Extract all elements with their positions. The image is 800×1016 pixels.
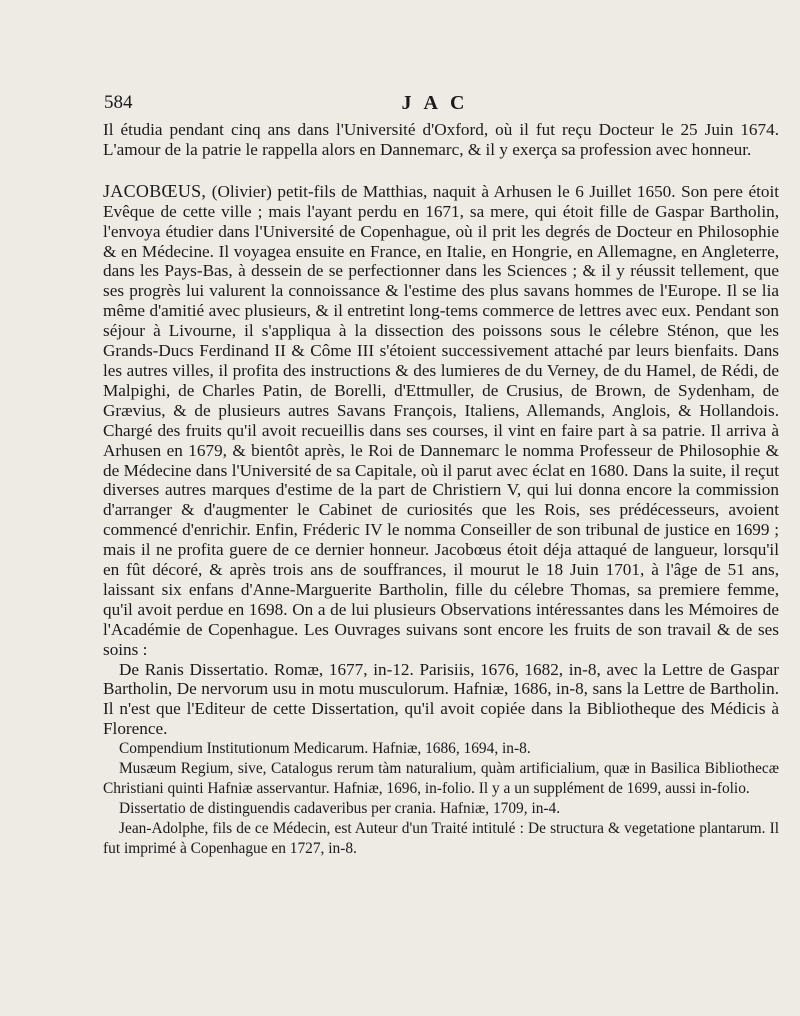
paragraph-entry xyxy=(103,182,779,660)
page-header xyxy=(104,92,774,118)
page-number: 584 xyxy=(104,92,133,113)
running-head: JAC xyxy=(401,92,477,114)
page-body xyxy=(103,120,779,859)
paragraph-intro: Il étudia pendant cinq ans dans l'Université d'Oxford, où il fut reçu Docteur le 25 Juin 1674. L'amour de la patrie le rappella alors en Dannemarc, & il y exerça sa profession avec honneur. xyxy=(103,120,779,159)
work-item: Musæum Regium, sive, Catalogus rerum tàm naturalium, quàm artificialium, quæ in Basilica Bibliothecæ Christiani quinti Hafniæ asservantur. Hafniæ, 1696, in-folio. Il y a un supplément de 1699, aussi in-folio. xyxy=(103,760,779,797)
work-item: De Ranis Dissertatio. Romæ, 1677, in-12. Parisiis, 1676, 1682, in-8, avec la Lettre de Gaspar Bartholin, De nervorum usu in motu musculorum. Hafniæ, 1686, in-8, sans la Lettre de Bartholin. Il n'est que l'Editeur de cette Dissertation, qu'il avoit copiée dans la Bibliotheque des Médicis à Florence. xyxy=(103,659,779,739)
work-item: Dissertatio de distinguendis cadaveribus per crania. Hafniæ, 1709, in-4. xyxy=(119,799,561,817)
entry-headword: JACOBŒUS, xyxy=(103,180,207,201)
work-item: Compendium Institutionum Medicarum. Hafniæ, 1686, 1694, in-8. xyxy=(119,740,531,758)
work-item: Jean-Adolphe, fils de ce Médecin, est Auteur d'un Traité intitulé : De structura & vegetatione plantarum. Il fut imprimé à Copenhague en 1727, in-8. xyxy=(103,819,779,857)
entry-text: (Olivier) petit-fils de Matthias, naquit à Arhusen le 6 Juillet 1650. Son pere étoit Evêque de cette ville ; mais l'ayant perdu en 1671, sa mere, qui étoit fille de Gaspar Bartholin, l'envoya étudier dans l'Université de Copenhague, où il prit les degrés de Docteur en Philosophie & en Médecine. Il voyagea ensuite en France, en Italie, en Hongrie, en Allemagne, en Angleterre, dans les Pays-Bas, à dessein de se perfectionner dans les Sciences ; & il y réussit tellement, que ses progrès lui valurent la connoissance & l'estime des plus savans hommes de l'Europe. Il se lia même d'amitié avec plusieurs, & il entretint long-tems commerce de lettres avec eux. Pendant son séjour à Livourne, il s'appliqua à la dissection des poissons sous le célebre Sténon, que les Grands-Ducs Ferdinand II & Côme III s'étoient successivement attaché par leurs bienfaits. Dans les autres villes, il profita des instructions & des lumieres de du Verney, de du Hamel, de Rédi, de Malpighi, de Charles Patin, de Borelli, d'Ettmuller, de Crusius, de Brown, de Sydenham, de Grævius, & de plusieurs autres Savans François, Italiens, Allemands, Anglois, & Hollandois. Chargé des fruits qu'il avoit recueillis dans ses courses, il vint en faire part à sa patrie. Il arriva à Arhusen en 1679, & bientôt après, le Roi de Dannemarc le nomma Professeur de Philosophie & de Médecine dans l'Université de sa Capitale, où il parut avec éclat en 1680. Dans la suite, il reçut diverses autres marques d'estime de la part de Christiern V, qui lui donna encore la commission d'arranger & d'augmenter le Cabinet de curiosités que les Rois, ses prédécesseurs, avoient commencé d'enrichir. Enfin, Fréderic IV le nomma Conseiller de son tribunal de justice en 1699 ; mais il ne profita guere de ce dernier honneur. Jacobœus étoit déja attaqué de langueur, lorsqu'il en fût décoré, & après trois ans de souffrances, il mourut le 18 Juin 1701, à l'âge de 51 ans, laissant six enfans d'Anne-Marguerite Bartholin, fille du célebre Thomas, sa premiere femme, qu'il avoit perdue en 1698. On a de lui plusieurs Observations intéressantes dans les Mémoires de l'Académie de Copenhague. Les Ouvrages suivans sont encore les fruits de son travail & de ses soins : xyxy=(103,181,779,659)
